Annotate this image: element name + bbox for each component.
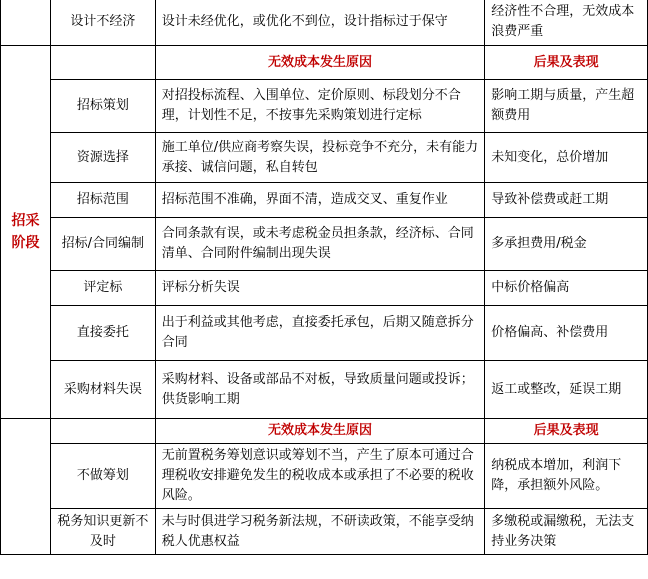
header-cause: 无效成本发生原因 [155,46,484,80]
header-effect: 后果及表现 [485,419,648,444]
table-row [1,133,648,183]
header-item-empty [50,419,155,444]
item-cell: 不做筹划 [50,444,155,509]
effect-cell: 多承担费用/税金 [485,218,648,271]
effect-cell: 多缴税或漏缴税，无法支持业务决策 [485,509,648,555]
cause-cell: 对招投标流程、入围单位、定价原则、标段划分不合理，计划性不足，不按事先采购策划进行定标 [155,80,484,133]
item-cell: 资源选择 [50,133,155,183]
item-cell: 招标范围 [50,183,155,218]
cause-cell: 施工单位/供应商考察失误，投标竞争不充分，未有能力承接、诚信问题，私自转包 [155,133,484,183]
item-cell: 招标策划 [50,80,155,133]
item-cell: 税务知识更新不及时 [50,509,155,555]
table-row [1,444,648,509]
item-cell: 采购材料失误 [50,361,155,419]
header-effect: 后果及表现 [485,46,648,80]
table-row [1,0,648,46]
table-row [1,218,648,271]
effect-cell: 返工或整改，延误工期 [485,361,648,419]
item-cell: 评定标 [50,271,155,306]
cause-cell: 设计未经优化，或优化不到位，设计指标过于保守 [155,0,484,46]
effect-cell: 经济性不合理，无效成本浪费严重 [485,0,648,46]
table-row [1,509,648,555]
effect-cell: 价格偏高、补偿费用 [485,306,648,361]
cause-cell: 未与时俱进学习税务新法规，不研读政策，不能享受纳税人优惠权益 [155,509,484,555]
stage-label: 招采阶段 [1,46,51,419]
stage-cell-empty [1,0,51,46]
effect-cell: 影响工期与质量，产生超额费用 [485,80,648,133]
item-cell: 招标/合同编制 [50,218,155,271]
header-row [1,46,648,80]
effect-cell: 导致补偿费或赶工期 [485,183,648,218]
header-row [1,419,648,444]
cause-cell: 评标分析失误 [155,271,484,306]
cause-cell: 出于利益或其他考虑，直接委托承包，后期又随意拆分合同 [155,306,484,361]
header-item-empty [50,46,155,80]
item-cell: 设计不经济 [50,0,155,46]
stage-cell-empty [1,419,51,555]
cause-cell: 招标范围不准确，界面不清，造成交叉、重复作业 [155,183,484,218]
cause-cell: 合同条款有误，或未考虑税金员担条款，经济标、合同清单、合同附件编制出现失误 [155,218,484,271]
table-row [1,271,648,306]
effect-cell: 未知变化，总价增加 [485,133,648,183]
effect-cell: 纳税成本增加，利润下降，承担额外风险。 [485,444,648,509]
table-row [1,306,648,361]
table-row [1,361,648,419]
cause-cell: 无前置税务筹划意识或筹划不当，产生了原本可通过合理税收安排避免发生的税收成本或承担了不必要的税收风险。 [155,444,484,509]
effect-cell: 中标价格偏高 [485,271,648,306]
table-row [1,183,648,218]
table-row [1,80,648,133]
item-cell: 直接委托 [50,306,155,361]
cause-cell: 采购材料、设备或部品不对板，导致质量问题或投诉；供货影响工期 [155,361,484,419]
header-cause: 无效成本发生原因 [155,419,484,444]
